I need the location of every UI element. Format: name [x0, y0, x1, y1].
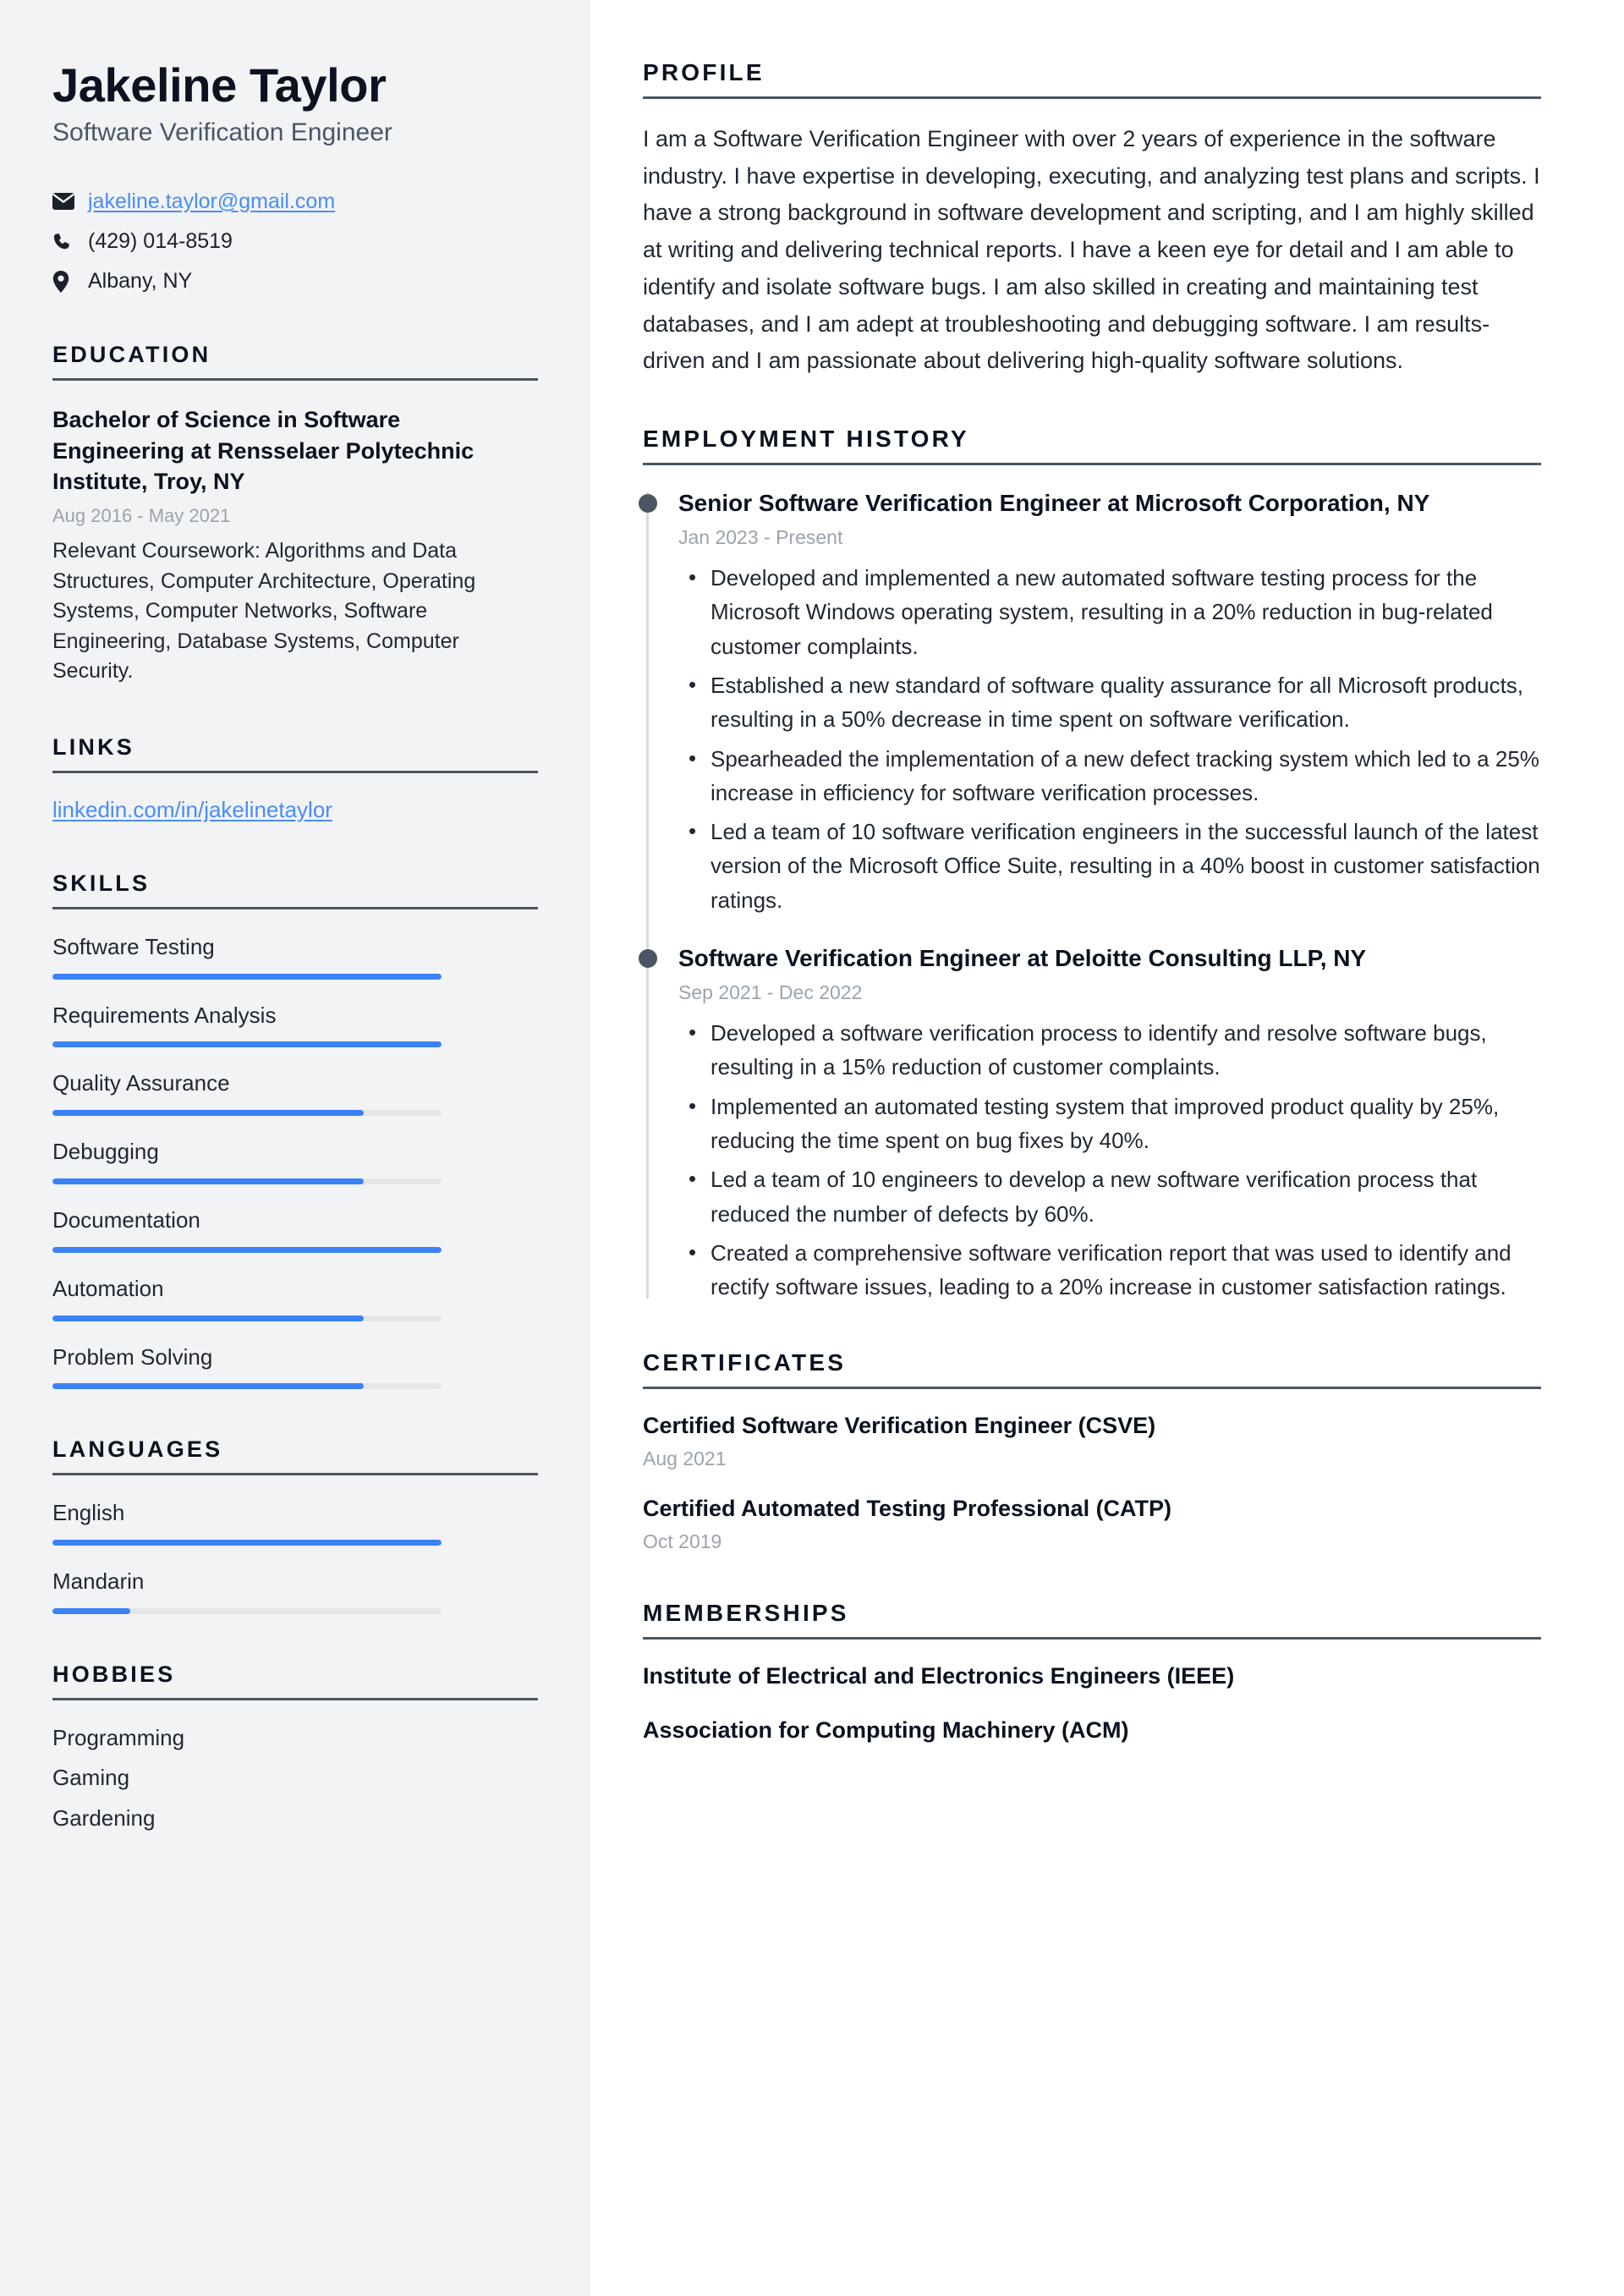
contact-row-phone: [52, 228, 538, 255]
heading-divider: [643, 1637, 1541, 1640]
section-heading-employment: EMPLOYMENT HISTORY: [643, 426, 969, 453]
profile-text: I am a Software Verification Engineer with over 2 years of experience in the software industry. I have expertise in developing, executing, and analyzing test plans and scripts. I have a strong background in software development and scripting, and I am highly skilled at writing and delivering technical reports. I have a keen eye for detail and I am able to identify and isolate software bugs. I am also skilled in creating and maintaining test databases, and I am adept at troubleshooting and debugging software. I am results-driven and I am passionate about delivering high-quality software solutions.: [643, 126, 1540, 374]
certificate-date: Aug 2021: [643, 1447, 727, 1470]
language-label: English: [52, 1500, 125, 1526]
skill-meter-fill: [52, 1110, 364, 1116]
skill-meter-fill: [52, 1041, 442, 1047]
phone-icon: [52, 232, 76, 252]
certificate-entry: [643, 1494, 1541, 1555]
skill-meter-fill: [52, 1247, 442, 1253]
heading-divider: [52, 1473, 538, 1475]
sidebar: [0, 0, 590, 2296]
skill-item: [52, 1138, 538, 1184]
section-heading-languages: LANGUAGES: [52, 1436, 223, 1463]
certificate-title: Certified Automated Testing Professional (CATP): [643, 1495, 1172, 1521]
section-employment-history: [643, 426, 1541, 1304]
certificate-date: Oct 2019: [643, 1530, 722, 1552]
skill-meter-fill: [52, 1316, 364, 1321]
section-heading-skills: SKILLS: [52, 870, 151, 896]
skill-label: Documentation: [52, 1207, 200, 1233]
main-column: [590, 0, 1624, 2296]
heading-divider: [52, 907, 538, 909]
section-skills: [52, 871, 538, 1390]
skill-label: Quality Assurance: [52, 1070, 230, 1096]
hobby-item: Gardening: [52, 1804, 156, 1831]
section-heading-profile: PROFILE: [643, 59, 765, 85]
location-pin-icon: [52, 271, 76, 293]
language-meter: [52, 1540, 442, 1546]
education-degree: Bachelor of Science in Software Engineering at Rensselaer Polytechnic Institute, Troy, NY: [52, 407, 475, 495]
membership-item: Association for Computing Machinery (ACM): [643, 1717, 1129, 1744]
section-links: [52, 734, 538, 823]
skill-meter: [52, 1247, 442, 1253]
certificate-entry: [643, 1411, 1541, 1472]
language-meter-fill: [52, 1608, 130, 1614]
section-education: [52, 342, 538, 686]
skill-meter: [52, 1383, 442, 1389]
employment-title: Senior Software Verification Engineer at Microsoft Corporation, NY: [678, 490, 1430, 517]
education-dates: Aug 2016 - May 2021: [52, 504, 231, 526]
skill-meter: [52, 974, 442, 980]
employment-entry: [678, 487, 1541, 917]
section-hobbies: [52, 1662, 538, 1832]
section-heading-education: EDUCATION: [52, 342, 211, 368]
skill-label: Software Testing: [52, 933, 215, 959]
heading-divider: [643, 463, 1541, 465]
skill-label: Problem Solving: [52, 1343, 213, 1370]
candidate-job-title: Software Verification Engineer: [52, 118, 392, 146]
location-value: Albany, NY: [88, 269, 193, 294]
contact-row-location: [52, 268, 538, 294]
skill-meter-fill: [52, 1178, 364, 1184]
skill-item: [52, 1069, 538, 1116]
language-meter: [52, 1608, 442, 1614]
education-description: Relevant Coursework: Algorithms and Data Structures, Computer Architecture, Operating Systems, Computer Networks, Software Engineering, Database Systems, Computer Security.: [52, 539, 476, 684]
section-heading-memberships: MEMBERSHIPS: [643, 1600, 849, 1627]
skill-item: [52, 1275, 538, 1321]
skill-meter: [52, 1316, 442, 1321]
linkedin-link[interactable]: linkedin.com/in/jakelinetaylor: [52, 796, 332, 822]
skill-label: Requirements Analysis: [52, 1002, 277, 1028]
candidate-name: Jakeline Taylor: [52, 58, 387, 112]
employment-entry: [678, 942, 1541, 1304]
hobby-item: Gaming: [52, 1765, 130, 1791]
education-entry: [52, 404, 538, 686]
language-meter-fill: [52, 1540, 442, 1546]
employment-dates: Jan 2023 - Present: [678, 526, 843, 549]
envelope-icon: [52, 193, 76, 210]
employment-bullet: • Led a team of 10 engineers to develop a new software verification process that reduced the number of defects by 60%.: [678, 1162, 1541, 1231]
heading-divider: [52, 771, 538, 773]
skill-meter: [52, 1178, 442, 1184]
timeline-dot-icon: [639, 949, 657, 968]
employment-bullet: • Developed and implemented a new automated software testing process for the Microsoft Windows operating system, resulting in a 20% reduction in bug-related customer complaints.: [678, 561, 1541, 663]
section-profile: [643, 59, 1541, 380]
section-heading-certificates: CERTIFICATES: [643, 1349, 847, 1376]
skill-label: Debugging: [52, 1139, 159, 1165]
employment-bullets: [678, 561, 1541, 917]
employment-bullet: • Led a team of 10 software verification engineers in the successful launch of the latest version of the Microsoft Office Suite, resulting in a 40% boost in customer satisfaction ratings.: [678, 815, 1541, 917]
skill-item: [52, 1002, 538, 1048]
phone-value: (429) 014-8519: [88, 228, 233, 253]
skill-meter-fill: [52, 1383, 364, 1389]
section-certificates: [643, 1349, 1541, 1554]
section-heading-links: LINKS: [52, 733, 134, 760]
contact-row-email[interactable]: [52, 189, 538, 215]
employment-title: Software Verification Engineer at Deloitte Consulting LLP, NY: [678, 945, 1367, 972]
heading-divider: [52, 1698, 538, 1700]
employment-dates: Sep 2021 - Dec 2022: [678, 981, 863, 1004]
employment-timeline: [643, 487, 1541, 1304]
email-link[interactable]: jakeline.taylor@gmail.com: [88, 189, 336, 213]
skill-item: [52, 1343, 538, 1390]
language-item: [52, 1499, 538, 1546]
section-memberships: [643, 1600, 1541, 1745]
membership-item: Institute of Electrical and Electronics Engineers (IEEE): [643, 1663, 1235, 1689]
employment-bullet: • Established a new standard of software quality assurance for all Microsoft products, resulting in a 50% decrease in time spent on software verification.: [678, 668, 1541, 737]
timeline-dot-icon: [639, 494, 657, 513]
skill-meter: [52, 1110, 442, 1116]
language-label: Mandarin: [52, 1568, 145, 1595]
skill-item: [52, 933, 538, 980]
skill-label: Automation: [52, 1275, 164, 1301]
employment-bullet: • Spearheaded the implementation of a new defect tracking system which led to a 25% increase in efficiency for software verification processes.: [678, 742, 1541, 810]
heading-divider: [643, 96, 1541, 99]
section-heading-hobbies: HOBBIES: [52, 1662, 176, 1688]
employment-bullets: [678, 1016, 1541, 1304]
certificate-title: Certified Software Verification Engineer (CSVE): [643, 1413, 1156, 1439]
hobby-item: Programming: [52, 1725, 185, 1751]
employment-bullet: • Developed a software verification process to identify and resolve software bugs, resulting in a 15% reduction of customer complaints.: [678, 1016, 1541, 1085]
skill-meter: [52, 1041, 442, 1047]
skill-item: [52, 1206, 538, 1253]
heading-divider: [643, 1387, 1541, 1389]
section-languages: [52, 1436, 538, 1614]
heading-divider: [52, 378, 538, 381]
employment-bullet: • Implemented an automated testing system that improved product quality by 25%, reducing the time spent on bug fixes by 40%.: [678, 1090, 1541, 1158]
employment-bullet: • Created a comprehensive software verification report that was used to identify and rectify software issues, leading to a 20% increase in customer satisfaction ratings.: [678, 1236, 1541, 1305]
contact-block: [52, 189, 538, 295]
language-item: [52, 1568, 538, 1614]
skill-meter-fill: [52, 974, 442, 980]
